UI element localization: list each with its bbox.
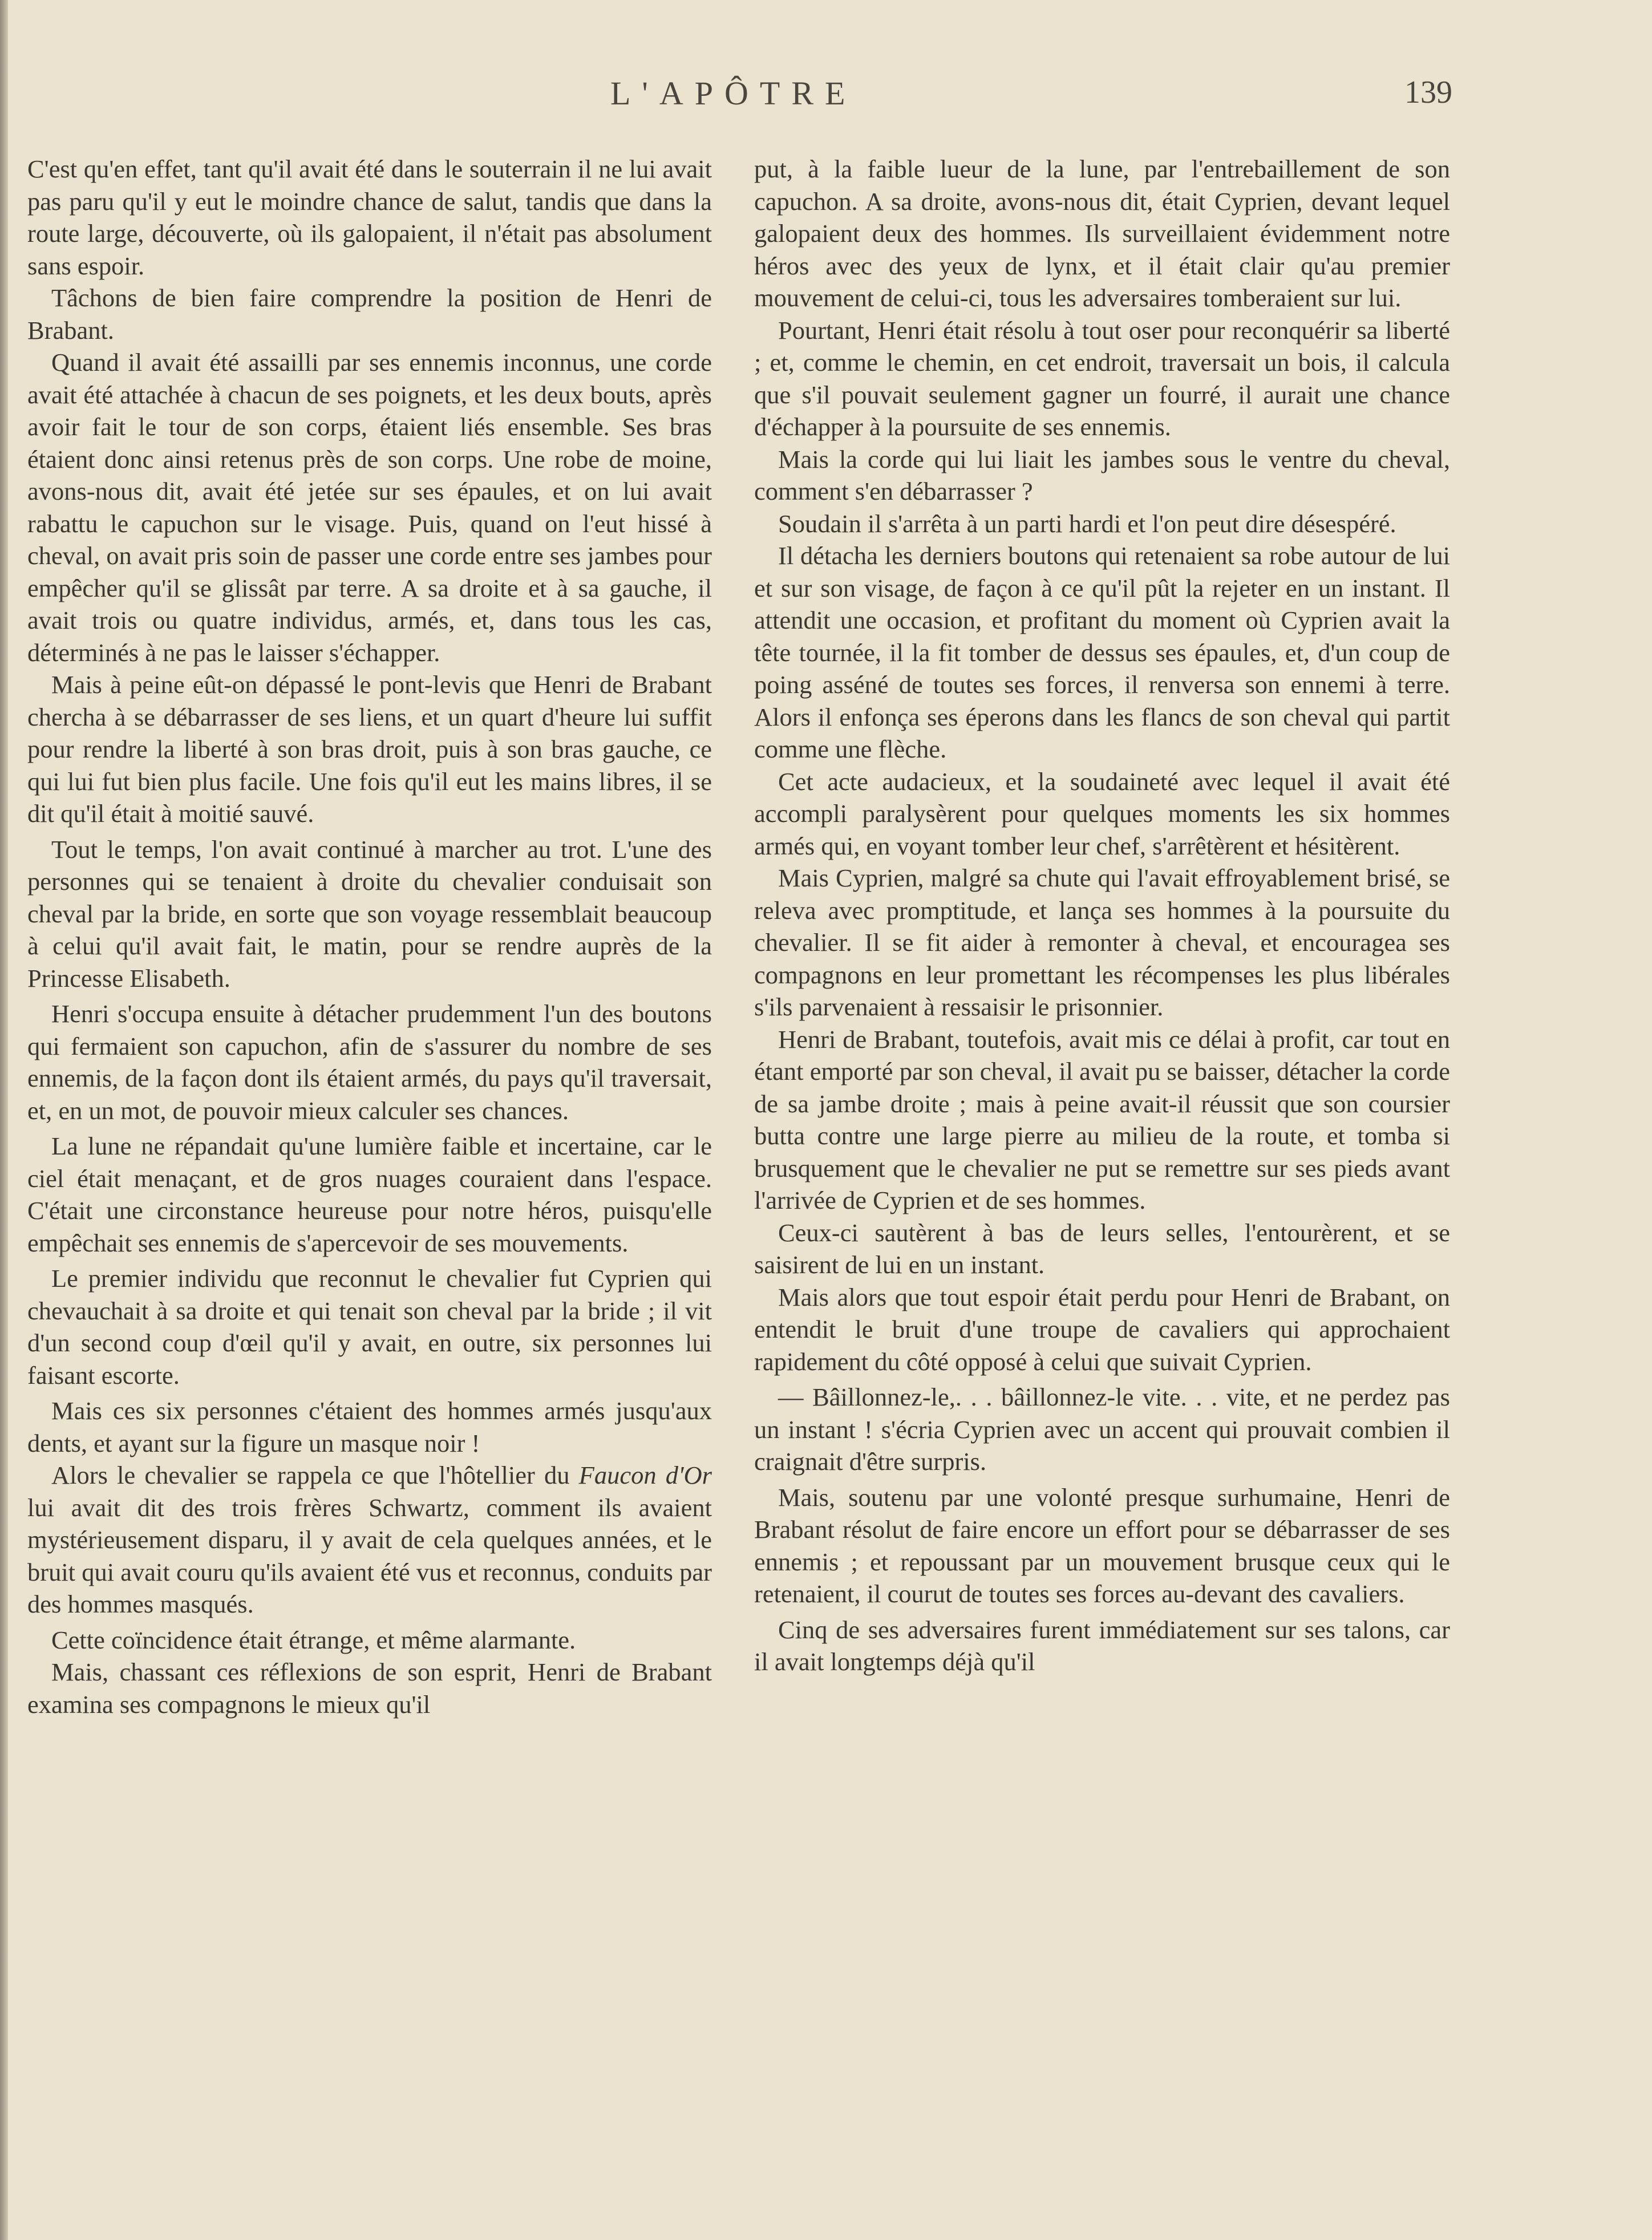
paragraph: C'est qu'en effet, tant qu'il avait été dans le souterrain il ne lui avait pas paru qu'il y eut le moindre chance de salut, tandis que dans la route large, découverte, où ils galopaient, il n'était pas absolument sans espoir. xyxy=(27,155,712,280)
paragraph-text: Alors le chevalier se rappela ce que l'hôtellier du xyxy=(51,1461,579,1489)
paragraph: Mais Cyprien, malgré sa chute qui l'avait effroyablement brisé, se releva avec promptitude, et lança ses hommes à la poursuite du chevalier. Il se fit aider à remonter à cheval, et encouragea ses compagnons en leur promettant les récompenses les plus libérales s'ils parvenaient à ressaisir le prisonnier. xyxy=(754,864,1450,1021)
inn-name: Faucon d'Or xyxy=(578,1461,712,1489)
page-binding-edge xyxy=(0,0,8,2240)
paragraph: put, à la faible lueur de la lune, par l'entrebaillement de son capuchon. A sa droite, avons-nous dit, était Cyprien, devant lequel galopaient deux des hommes. Ils surveillaient évidemment notre héros avec des yeux de lynx, et il était clair qu'au premier mouvement de celui-ci, tous les adversaires tomberaient sur lui. xyxy=(754,155,1450,312)
paragraph: — Bâillonnez-le,. . . bâillonnez-le vite. . . vite, et ne perdez pas un instant ! s'écria Cyprien avec un accent qui prouvait combien il craignait d'être surpris. xyxy=(754,1383,1450,1476)
paragraph: Mais, soutenu par une volonté presque surhumaine, Henri de Brabant résolut de faire encore un effort pour se débarrasser de ses ennemis ; et repoussant par un mouvement brusque ceux qui le retenaient, il courut de toutes ses forces au-devant des cavaliers. xyxy=(754,1482,1450,1608)
paragraph: Mais à peine eût-on dépassé le pont-levis que Henri de Brabant chercha à se débarrasser de ses liens, et un quart d'heure lui suffit pour rendre la liberté à son bras droit, puis à son bras gauche, ce qui lui fut bien plus facile. Une fois qu'il eut les mains libres, il se dit qu'il était à moitié sauvé. xyxy=(27,670,712,828)
paragraph: Tâchons de bien faire comprendre la position de Henri de Brabant. xyxy=(27,283,712,345)
paragraph: Mais alors que tout espoir était perdu pour Henri de Brabant, on entendit le bruit d'une troupe de cavaliers qui approchaient rapidement du côté opposé à celui que suivait Cyprien. xyxy=(754,1282,1450,1376)
paragraph: Pourtant, Henri était résolu à tout oser pour reconquérir sa liberté ; et, comme le chemin, en cet endroit, traversait un bois, il calcula que s'il pouvait seulement gagner un fourré, il aurait une chance d'échapper à la poursuite de ses ennemis. xyxy=(754,315,1450,441)
paragraph-text: lui avait dit des trois frères Schwartz, comment ils avaient mystérieusement disparu, il y avait de cela quelques années, et le bruit qui avait couru qu'ils avaient été vus et reconnus, conduits par des hommes masqués. xyxy=(27,1493,712,1618)
paragraph: Mais, chassant ces réflexions de son esprit, Henri de Brabant examina ses compagnons le mieux qu'il xyxy=(27,1658,712,1719)
left-column xyxy=(27,153,712,1720)
paragraph: Cinq de ses adversaires furent immédiatement sur ses talons, car il avait longtemps déjà qu'il xyxy=(754,1615,1450,1676)
paragraph: Quand il avait été assailli par ses ennemis inconnus, une corde avait été attachée à chacun de ses poignets, et les deux bouts, après avoir fait le tour de son corps, étaient liés ensemble. Ses bras étaient donc ainsi retenus près de son corps. Une robe de moine, avons-nous dit, avait été jetée sur ses épaules, et on lui avait rabattu le capuchon sur le visage. Puis, quand on l'eut hissé à cheval, on avait pris soin de passer une corde entre ses jambes pour empêcher qu'il se glissât par terre. A sa droite et à sa gauche, il avait trois ou quatre individus, armés, et, dans tous les cas, déterminés à ne pas le laisser s'échapper. xyxy=(27,348,712,667)
running-title: L'APÔTRE xyxy=(610,75,857,112)
paragraph: Le premier individu que reconnut le chevalier fut Cyprien qui chevauchait à sa droite et qui tenait son cheval par la bride ; il vit d'un second coup d'œil qu'il y avait, en outre, six personnes lui faisant escorte. xyxy=(27,1264,712,1390)
paragraph: Henri s'occupa ensuite à détacher prudemment l'un des boutons qui fermaient son capuchon, afin de s'assurer du nombre de ses ennemis, de la façon dont ils étaient armés, du pays qu'il traversait, et, en un mot, de pouvoir mieux calculer ses chances. xyxy=(27,999,712,1125)
page-number: 139 xyxy=(1404,75,1452,110)
paragraph: Cet acte audacieux, et la soudaineté avec lequel il avait été accompli paralysèrent pour quelques moments les six hommes armés qui, en voyant tomber leur chef, s'arrêtèrent et hésitèrent. xyxy=(754,767,1450,860)
paragraph: Ceux-ci sautèrent à bas de leurs selles, l'entourèrent, et se saisirent de lui en un instant. xyxy=(754,1218,1450,1279)
paragraph: Cette coïncidence était étrange, et même alarmante. xyxy=(51,1625,576,1654)
paragraph: Il détacha les derniers boutons qui retenaient sa robe autour de lui et sur son visage, de façon à ce qu'il pût la rejeter en un instant. Il attendit une occasion, et profitant du moment où Cyprien avait la tête tournée, il la fit tomber de dessus ses épaules, et, d'un coup de poing asséné de toutes ses forces, il renversa son ennemi à terre. Alors il enfonça ses éperons dans les flancs de son cheval qui partit comme une flèche. xyxy=(754,541,1450,763)
page-header xyxy=(0,74,1652,120)
paragraph: Tout le temps, l'on avait continué à marcher au trot. L'une des personnes qui se tenaient à droite du chevalier conduisait son cheval par la bride, en sorte que son voyage ressemblait beaucoup à celui qu'il avait fait, le matin, pour se rendre auprès de la Princesse Elisabeth. xyxy=(27,835,712,993)
paragraph: Henri de Brabant, toutefois, avait mis ce délai à profit, car tout en étant emporté par son cheval, il avait pu se baisser, détacher la corde de sa jambe droite ; mais à peine avait-il réussit que son coursier butta contre une large pierre au milieu de la route, et tomba si brusquement que le chevalier ne put se remettre sur ses pieds avant l'arrivée de Cyprien et de ses hommes. xyxy=(754,1024,1450,1214)
paragraph: La lune ne répandait qu'une lumière faible et incertaine, car le ciel était menaçant, et de gros nuages couraient dans l'espace. C'était une circonstance heureuse pour notre héros, puisqu'elle empêchait ses ennemis de s'apercevoir de ses mouvements. xyxy=(27,1132,712,1257)
paragraph: Mais ces six personnes c'étaient des hommes armés jusqu'aux dents, et ayant sur la figure un masque noir ! xyxy=(27,1396,712,1457)
paragraph: Mais la corde qui lui liait les jambes sous le ventre du cheval, comment s'en débarrasser ? xyxy=(754,444,1450,505)
paragraph xyxy=(27,1459,712,1621)
paragraph: Soudain il s'arrêta à un parti hardi et l'on peut dire désespéré. xyxy=(778,509,1396,538)
right-column xyxy=(754,153,1450,1678)
